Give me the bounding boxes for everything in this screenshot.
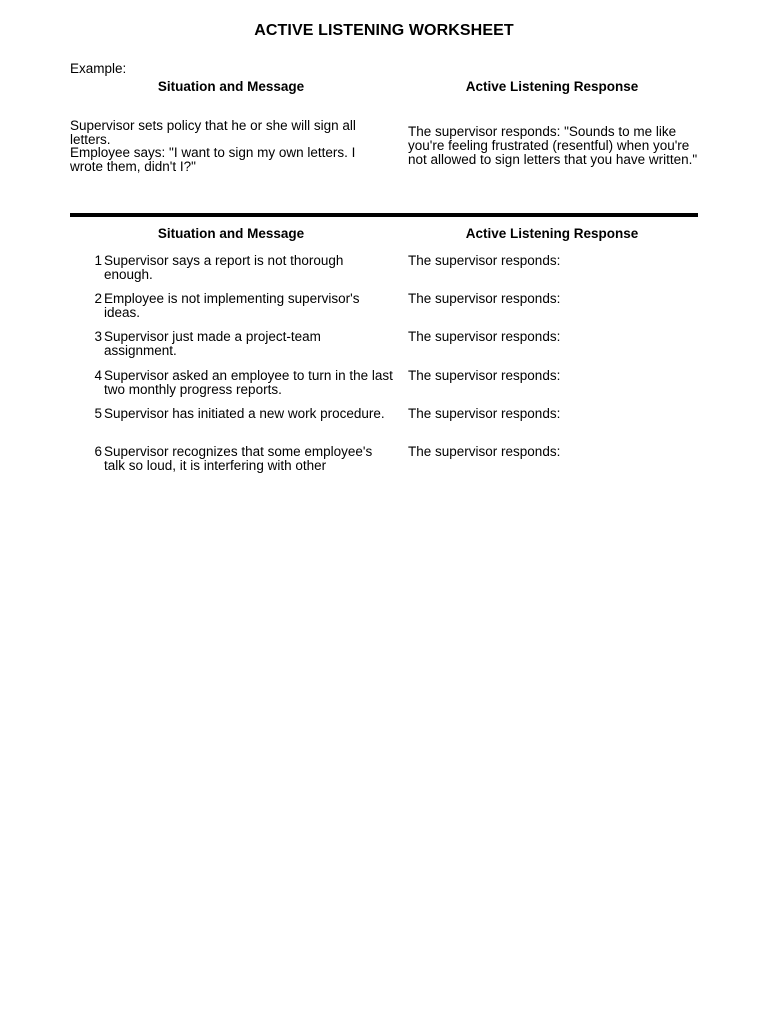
row-response: The supervisor responds:: [408, 444, 561, 459]
row-response: The supervisor responds:: [408, 253, 561, 268]
row-number: 4: [94, 368, 102, 383]
example-employee-says: Employee says: "I want to sign my own letters. I wrote them, didn't I?": [70, 145, 356, 174]
row-situation-text: Supervisor just made a project-team assignment.: [104, 329, 321, 358]
row-situation-text: Supervisor asked an employee to turn in the last two monthly progress reports.: [104, 368, 393, 397]
worksheet-title: ACTIVE LISTENING WORKSHEET: [254, 22, 514, 39]
exercise-header-response: Active Listening Response: [465, 226, 639, 241]
exercise-row: [70, 329, 700, 358]
row-number: 2: [94, 291, 102, 306]
row-situation-text: Supervisor recognizes that some employee's talk so loud, it is interfering with other: [104, 444, 373, 473]
example-response: The supervisor responds: "Sounds to me like you're feeling frustrated (resentful) when you're not allowed to sign letters that you have written.": [408, 124, 698, 167]
row-number: 3: [94, 329, 102, 344]
row-response: The supervisor responds:: [408, 291, 561, 306]
row-number: 5: [94, 406, 102, 421]
row-situation: [104, 253, 394, 282]
exercise-row: [70, 444, 700, 473]
example-header-response: Active Listening Response: [465, 79, 639, 94]
row-situation: [104, 444, 394, 473]
exercise-header-situation: Situation and Message: [157, 226, 305, 241]
exercise-row: [70, 407, 700, 421]
row-situation-text: Supervisor says a report is not thorough enough.: [104, 253, 344, 282]
row-response: The supervisor responds:: [408, 368, 561, 383]
row-situation: [104, 291, 394, 320]
exercise-row: [70, 368, 700, 397]
example-situation: Supervisor sets policy that he or she will sign all letters.: [70, 118, 356, 147]
row-response: The supervisor responds:: [408, 406, 561, 421]
example-header-situation: Situation and Message: [157, 79, 305, 94]
row-number: 6: [94, 444, 102, 459]
row-situation: [104, 329, 394, 358]
row-situation-text: Employee is not implementing supervisor's ideas.: [104, 291, 360, 320]
row-number: 1: [94, 253, 102, 268]
row-situation: [104, 407, 394, 421]
row-response: The supervisor responds:: [408, 329, 561, 344]
example-label: Example:: [70, 61, 127, 76]
exercise-row: [70, 253, 700, 282]
exercise-row: [70, 291, 700, 320]
section-divider: [70, 213, 698, 217]
row-situation-text: Supervisor has initiated a new work procedure.: [104, 406, 385, 421]
row-situation: [104, 368, 394, 397]
